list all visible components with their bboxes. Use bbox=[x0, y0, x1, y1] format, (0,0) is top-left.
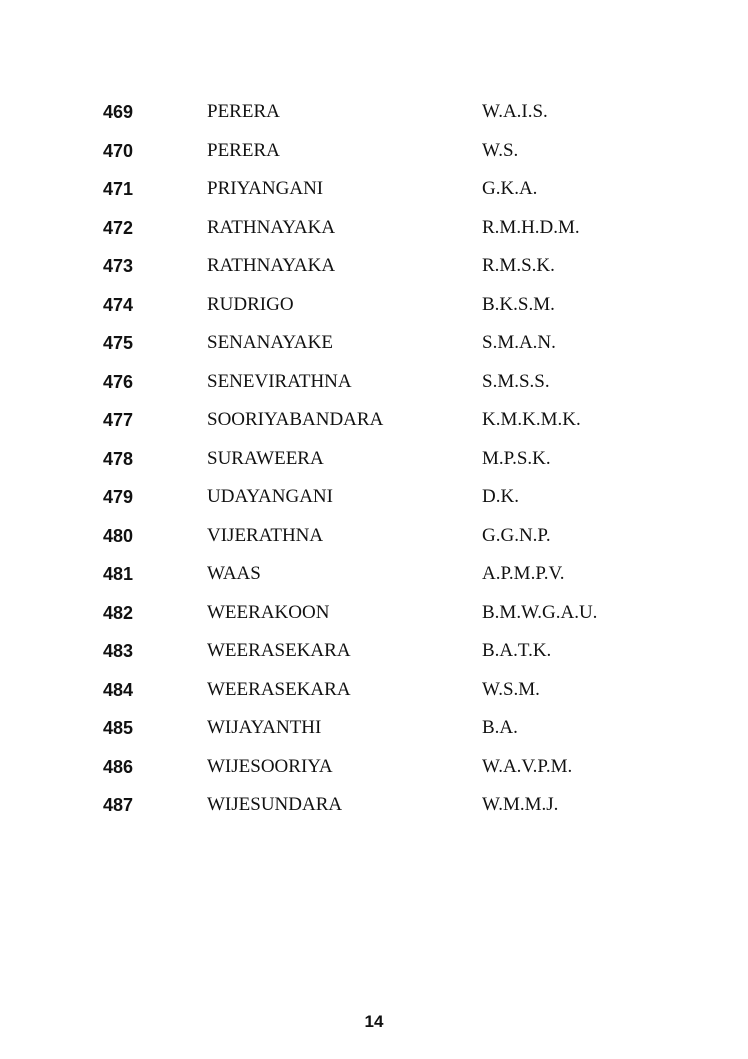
entry-surname: SURAWEERA bbox=[207, 447, 324, 469]
entry-surname: WAAS bbox=[207, 563, 261, 584]
entry-initials: W.M.M.J. bbox=[482, 794, 559, 815]
entry-surname: WIJESOORIYA bbox=[207, 755, 333, 777]
entry-number: 469 bbox=[103, 102, 134, 122]
entry-surname: WIJESUNDARA bbox=[207, 794, 343, 815]
entry-initials: W.A.I.S. bbox=[482, 101, 548, 122]
entry-surname: SENANAYAKE bbox=[207, 332, 333, 353]
list-item bbox=[0, 441, 748, 480]
entry-number: 486 bbox=[103, 756, 134, 777]
entry-initials: W.S.M. bbox=[482, 678, 540, 700]
entry-surname: WEERASEKARA bbox=[207, 640, 351, 661]
entry-initials: S.M.S.S. bbox=[482, 370, 550, 392]
entry-number: 471 bbox=[103, 179, 134, 199]
entry-surname: PERERA bbox=[207, 139, 280, 161]
entry-surname: RATHNAYAKA bbox=[207, 216, 336, 238]
entry-number: 480 bbox=[103, 525, 134, 546]
entry-initials: B.A.T.K. bbox=[482, 640, 552, 661]
list-item bbox=[0, 595, 748, 634]
entry-initials: A.P.M.P.V. bbox=[482, 563, 565, 584]
entry-initials: B.K.S.M. bbox=[482, 293, 555, 315]
entry-surname: SOORIYABANDARA bbox=[207, 409, 384, 430]
entry-number: 479 bbox=[103, 487, 134, 507]
entry-initials: D.K. bbox=[482, 486, 519, 507]
entry-number: 470 bbox=[103, 140, 134, 161]
entry-surname: RUDRIGO bbox=[207, 293, 294, 315]
entry-initials: G.K.A. bbox=[482, 178, 538, 199]
entry-number: 476 bbox=[103, 371, 134, 392]
entry-initials: R.M.H.D.M. bbox=[482, 216, 580, 238]
entry-number: 478 bbox=[103, 448, 134, 469]
list-item bbox=[0, 171, 748, 210]
list-item bbox=[0, 556, 748, 595]
entry-number: 484 bbox=[103, 679, 134, 700]
entry-surname: PERERA bbox=[207, 101, 280, 122]
list-item bbox=[0, 787, 748, 826]
page-number: 14 bbox=[364, 1012, 384, 1031]
list-item bbox=[0, 402, 748, 441]
entry-initials: B.A. bbox=[482, 717, 518, 738]
entry-surname: SENEVIRATHNA bbox=[207, 370, 352, 392]
list-item bbox=[0, 210, 748, 249]
entry-number: 473 bbox=[103, 256, 134, 276]
list-item bbox=[0, 248, 748, 287]
entry-initials: W.A.V.P.M. bbox=[482, 755, 573, 777]
entry-number: 485 bbox=[103, 718, 134, 738]
list-item bbox=[0, 672, 748, 711]
entry-initials: G.G.N.P. bbox=[482, 524, 551, 546]
entry-surname: UDAYANGANI bbox=[207, 486, 333, 507]
list-item bbox=[0, 287, 748, 326]
entry-surname: WEERASEKARA bbox=[207, 678, 351, 700]
list-item bbox=[0, 133, 748, 172]
list-item bbox=[0, 633, 748, 672]
entry-number: 474 bbox=[103, 294, 134, 315]
entry-surname: VIJERATHNA bbox=[207, 524, 324, 546]
entry-initials: M.P.S.K. bbox=[482, 447, 551, 469]
entry-surname: WIJAYANTHI bbox=[207, 717, 322, 738]
entry-number: 472 bbox=[103, 217, 134, 238]
list-item bbox=[0, 710, 748, 749]
entry-surname: RATHNAYAKA bbox=[207, 255, 336, 276]
entry-initials: B.M.W.G.A.U. bbox=[482, 601, 598, 623]
entry-number: 477 bbox=[103, 410, 134, 430]
list-item bbox=[0, 94, 748, 133]
entry-initials: R.M.S.K. bbox=[482, 255, 555, 276]
entry-surname: WEERAKOON bbox=[207, 601, 330, 623]
list-item bbox=[0, 364, 748, 403]
entry-number: 481 bbox=[103, 564, 134, 584]
list-item bbox=[0, 518, 748, 557]
list-item bbox=[0, 479, 748, 518]
entry-number: 483 bbox=[103, 641, 134, 661]
list-item bbox=[0, 325, 748, 364]
entry-number: 482 bbox=[103, 602, 134, 623]
list-item bbox=[0, 749, 748, 788]
name-list bbox=[0, 94, 748, 826]
entry-initials: W.S. bbox=[482, 139, 519, 161]
entry-number: 487 bbox=[103, 795, 134, 815]
entry-number: 475 bbox=[103, 333, 134, 353]
entry-initials: S.M.A.N. bbox=[482, 332, 556, 353]
entry-surname: PRIYANGANI bbox=[207, 178, 324, 199]
entry-initials: K.M.K.M.K. bbox=[482, 409, 581, 430]
